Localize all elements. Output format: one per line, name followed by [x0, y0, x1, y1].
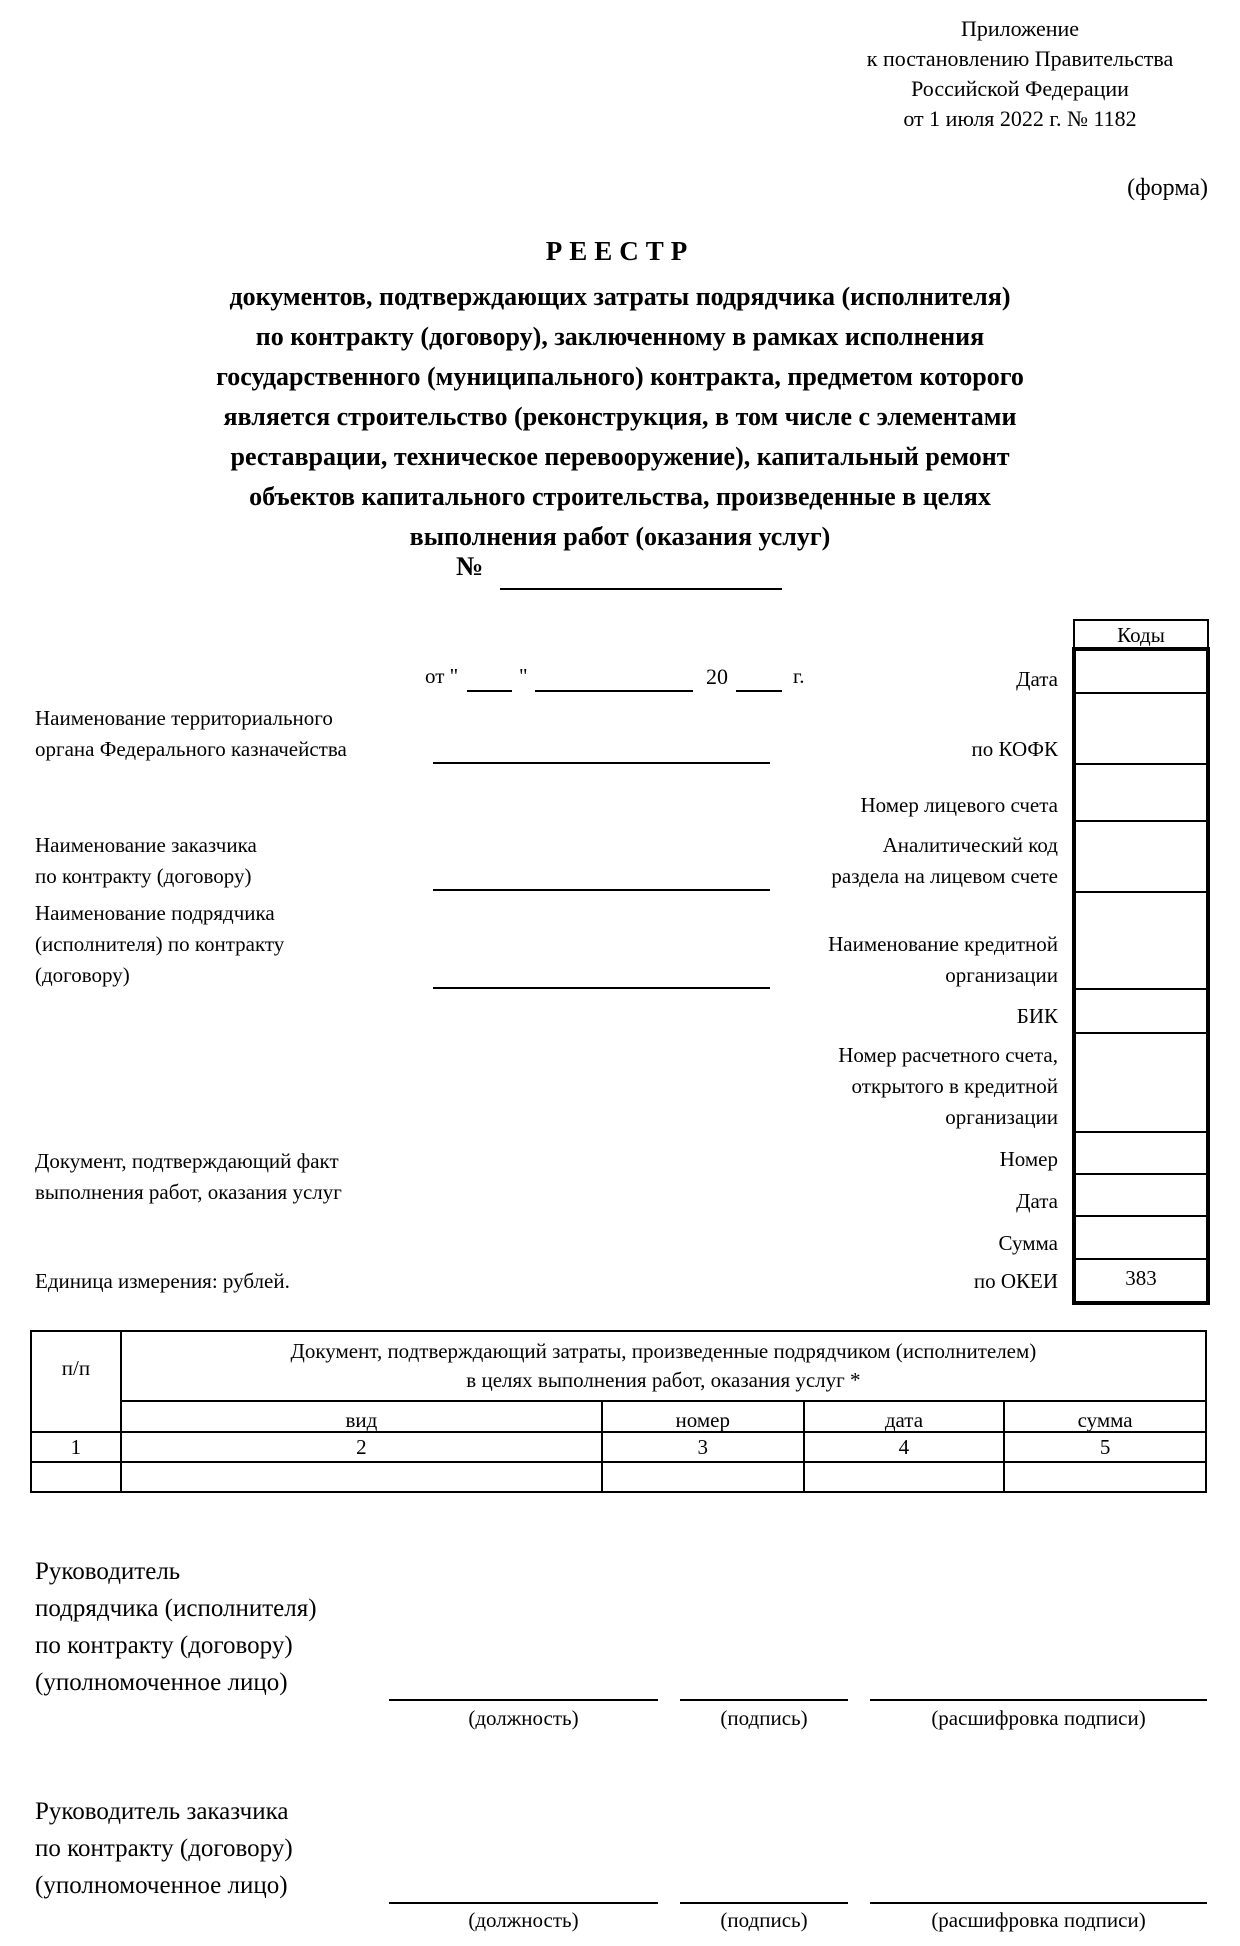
subtitle-line: объектов капитального строительства, произведенные в целях: [249, 482, 991, 511]
column-number: 2: [121, 1432, 602, 1462]
code-cell-account[interactable]: [1076, 763, 1206, 822]
caption-signature: (подпись): [720, 1706, 808, 1730]
label-line: Наименование заказчика: [35, 833, 257, 857]
label-line: (договору): [35, 963, 130, 987]
contractor-signatory-label: [35, 1553, 317, 1701]
code-cell-analytic[interactable]: [1076, 820, 1206, 893]
code-cell-doc-number[interactable]: [1076, 1131, 1206, 1175]
contractor-position-field[interactable]: [389, 1699, 658, 1701]
col-header-group: [121, 1331, 1206, 1401]
column-number: 5: [1004, 1432, 1206, 1462]
col-header-number-doc: номер: [602, 1401, 804, 1432]
table-cell[interactable]: [31, 1462, 121, 1492]
code-cell-sum[interactable]: [1076, 1215, 1206, 1260]
date-prefix: от ": [425, 664, 459, 688]
caption-position: (должность): [468, 1706, 579, 1730]
code-label-bik: БИК: [1016, 1004, 1058, 1028]
table-cell[interactable]: [121, 1462, 602, 1492]
label-line: организации: [945, 1105, 1058, 1129]
col-header-number: п/п: [31, 1331, 121, 1432]
label-line: органа Федерального казначейства: [35, 737, 347, 761]
label-line: Руководитель: [35, 1558, 181, 1585]
annex-line: Приложение: [960, 16, 1080, 41]
table-row: [31, 1462, 1206, 1492]
okei-value: 383: [1125, 1266, 1157, 1290]
contractor-label: [35, 898, 284, 991]
treasury-label: [35, 703, 347, 765]
label-line: по контракту (договору): [35, 864, 252, 888]
number-sign: №: [456, 551, 484, 581]
label-line: Аналитический код: [882, 833, 1058, 857]
code-cell-doc-date[interactable]: [1076, 1173, 1206, 1217]
code-cell-okei[interactable]: [1076, 1258, 1206, 1303]
caption-position: (должность): [468, 1908, 579, 1932]
cost-documents-table: [30, 1330, 1207, 1493]
table-cell[interactable]: [1004, 1462, 1206, 1492]
code-label-settlement: [628, 1040, 1058, 1133]
customer-name-decoding-field[interactable]: [870, 1902, 1207, 1904]
subtitle-line: по контракту (договору), заключенному в рамках исполнения: [255, 322, 985, 351]
work-document-label: [35, 1146, 342, 1208]
code-label-analytic: [628, 830, 1058, 892]
label-line: по контракту (договору): [35, 1835, 293, 1862]
label-line: Руководитель заказчика: [35, 1798, 289, 1825]
code-label-kofk: по КОФК: [971, 737, 1058, 761]
label-line: Наименование подрядчика: [35, 901, 275, 925]
customer-signature-field[interactable]: [680, 1902, 848, 1904]
label-line: Наименование кредитной: [828, 932, 1058, 956]
form-mark: (форма): [1127, 175, 1208, 201]
code-cell-bik[interactable]: [1076, 988, 1206, 1034]
caption-name-decoding: (расшифровка подписи): [931, 1706, 1146, 1730]
date-century: 20: [706, 664, 728, 689]
contractor-name-decoding-field[interactable]: [870, 1699, 1207, 1701]
customer-label: [35, 830, 257, 892]
label-line: раздела на лицевом счете: [831, 864, 1058, 888]
code-label-okei: по ОКЕИ: [973, 1269, 1058, 1293]
subtitle-line: является строительство (реконструкция, в том числе с элементами: [223, 402, 1017, 431]
subtitle-line: документов, подтверждающих затраты подрядчика (исполнителя): [229, 282, 1011, 311]
customer-position-field[interactable]: [389, 1902, 658, 1904]
column-numbers-row: [31, 1432, 1206, 1462]
label-line: Документ, подтверждающий факт: [35, 1149, 339, 1173]
date-day-field[interactable]: [467, 690, 512, 692]
header-line: в целях выполнения работ, оказания услуг *: [466, 1368, 861, 1392]
header-line: Документ, подтверждающий затраты, произведенные подрядчиком (исполнителем): [290, 1339, 1037, 1363]
label-line: подрядчика (исполнителя): [35, 1595, 317, 1622]
annex-line: к постановлению Правительства: [866, 46, 1174, 71]
annex-header: [800, 14, 1240, 134]
label-line: выполнения работ, оказания услуг: [35, 1180, 342, 1204]
subtitle-line: выполнения работ (оказания услуг): [409, 522, 831, 551]
date-quote: ": [519, 664, 528, 688]
codes-header: Коды: [1073, 619, 1209, 649]
unit-label: Единица измерения: рублей.: [35, 1269, 290, 1293]
label-line: Наименование территориального: [35, 706, 333, 730]
col-header-date: дата: [804, 1401, 1005, 1432]
label-line: организации: [945, 963, 1058, 987]
code-cell-bank[interactable]: [1076, 891, 1206, 990]
code-label-doc-date: Дата: [1016, 1189, 1058, 1213]
table-cell[interactable]: [602, 1462, 804, 1492]
code-label-account: Номер лицевого счета: [860, 793, 1058, 817]
col-header-sum: сумма: [1004, 1401, 1206, 1432]
caption-name-decoding: (расшифровка подписи): [931, 1908, 1146, 1932]
code-cell-date[interactable]: [1076, 651, 1206, 692]
annex-line: Российской Федерации: [911, 76, 1129, 101]
caption-signature: (подпись): [720, 1908, 808, 1932]
subtitle-line: государственного (муниципального) контракта, предметом которого: [216, 362, 1024, 391]
date-suffix: г.: [793, 664, 805, 688]
contractor-signature-field[interactable]: [680, 1699, 848, 1701]
document-title: РЕЕСТР: [545, 236, 695, 266]
col-header-type: вид: [121, 1401, 602, 1432]
label-line: (уполномоченное лицо): [35, 1669, 288, 1696]
code-label-doc-number: Номер: [999, 1147, 1058, 1171]
column-number: 3: [602, 1432, 804, 1462]
registry-number-field[interactable]: [500, 588, 782, 590]
table-cell[interactable]: [804, 1462, 1005, 1492]
subtitle-line: реставрации, техническое перевооружение), капитальный ремонт: [230, 442, 1010, 471]
code-cell-settlement[interactable]: [1076, 1032, 1206, 1133]
code-cell-kofk[interactable]: [1076, 692, 1206, 764]
codes-box: [1072, 647, 1210, 1305]
label-line: открытого в кредитной: [851, 1074, 1058, 1098]
document-subtitle: [100, 277, 1140, 557]
column-number: 4: [804, 1432, 1005, 1462]
label-line: (исполнителя) по контракту: [35, 932, 285, 956]
label-line: по контракту (договору): [35, 1632, 293, 1659]
code-label-bank: [628, 929, 1058, 991]
code-label-date: Дата: [1016, 667, 1058, 691]
code-label-sum: Сумма: [998, 1231, 1058, 1255]
label-line: Номер расчетного счета,: [838, 1043, 1058, 1067]
label-line: (уполномоченное лицо): [35, 1872, 288, 1899]
annex-line: от 1 июля 2022 г. № 1182: [903, 106, 1137, 131]
customer-signatory-label: [35, 1793, 293, 1904]
column-number: 1: [31, 1432, 121, 1462]
